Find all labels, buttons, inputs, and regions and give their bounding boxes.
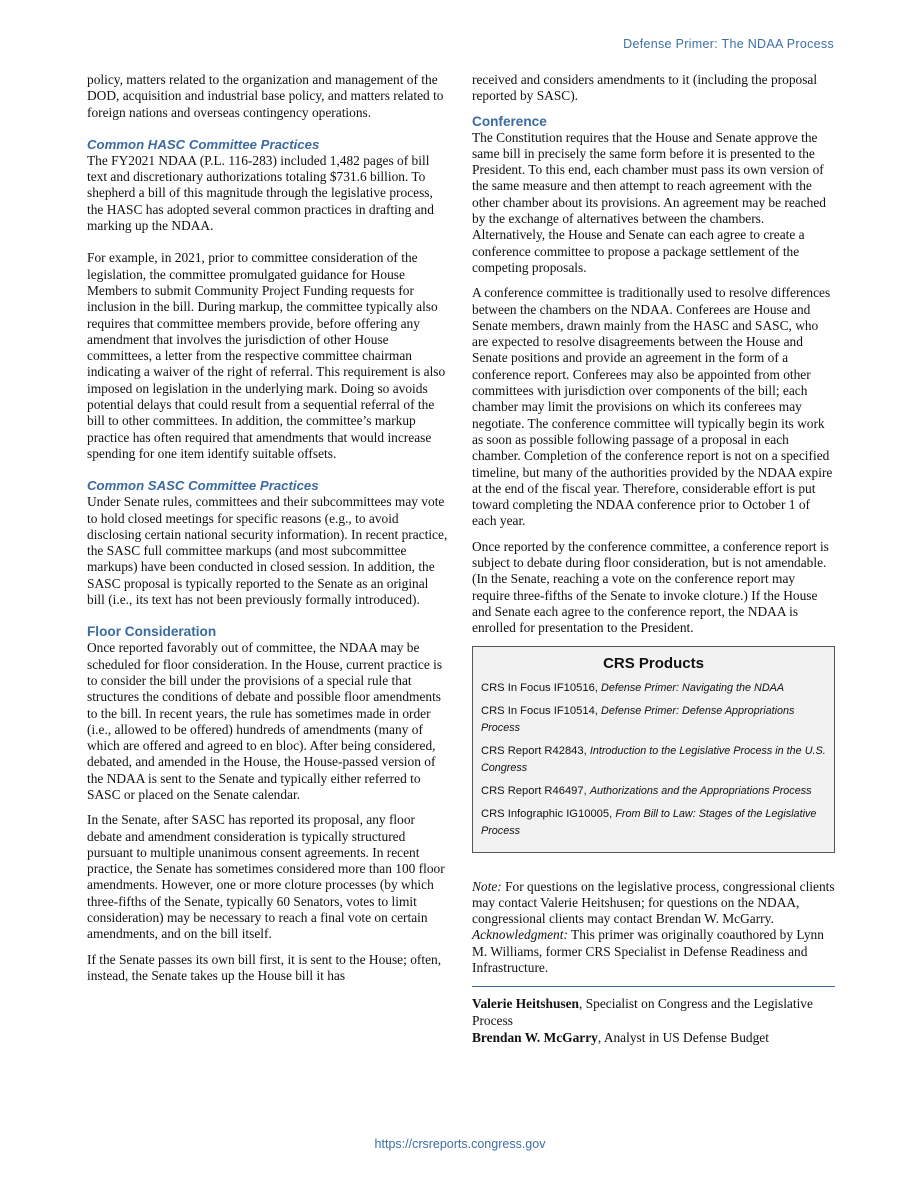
crs-product-id: CRS Report R42843, [481, 744, 590, 757]
crs-product-title: From Bill to Law: Stages of the Legislative Process [481, 807, 817, 837]
sasc-paragraph-1: Under Senate rules, committees and their subcommittees may vote to hold closed meetings for specific reasons (e.g., to avoid disclosing certain national security information). In recent practice, the SASC full committee markups (and most subcommittee markups) have been conducted in closed session. In addition, the SASC proposal is typically reported to the Senate as an original bill (i.e., its text has not been previously formally introduced). [87, 494, 448, 608]
crs-product-id: CRS In Focus IF10514, [481, 704, 602, 717]
left-column [87, 72, 449, 993]
author-role: , Analyst in US Defense Budget [597, 1030, 769, 1046]
floor-heading: Floor Consideration [87, 624, 217, 640]
crs-product-item[interactable] [481, 680, 826, 697]
crs-product-id: CRS Report R46497, [481, 784, 590, 797]
crs-products-title: CRS Products [603, 654, 704, 672]
crs-product-item[interactable] [481, 703, 826, 737]
crs-products-box [472, 646, 835, 853]
note-text: For questions on the legislative process, congressional clients may contact Valerie Heitshusen; for questions on the NDAA, congressional clients may contact Brendan W. McGarry. [472, 878, 835, 927]
note-paragraph [472, 879, 835, 977]
crs-product-item[interactable] [481, 806, 826, 840]
crs-product-id: CRS Infographic IG10005, [481, 807, 616, 820]
hasc-heading: Common HASC Committee Practices [87, 136, 320, 152]
conference-paragraph-3: Once reported by the conference committee, a conference report is subject to debate during floor consideration, but is not amendable. (In the Senate, reaching a vote on the conference report may require three-fifths of the Senate to invoke cloture.) If the House and Senate each agree to the conference report, the NDAA is enrolled for presentation to the President. [472, 538, 829, 636]
note-label: Note: [472, 878, 502, 894]
crs-product-title: Introduction to the Legislative Process in the U.S. Congress [481, 744, 826, 774]
acknowledgment-label: Acknowledgment: [472, 927, 568, 943]
right-column [472, 72, 835, 1046]
author-name: Brendan W. McGarry [472, 1030, 598, 1046]
crs-product-item[interactable] [481, 743, 826, 777]
crs-product-title: Defense Primer: Navigating the NDAA [601, 681, 785, 694]
crs-product-id: CRS In Focus IF10516, [481, 681, 602, 694]
crs-product-item[interactable] [481, 783, 826, 800]
floor-paragraph-3: If the Senate passes its own bill first, it is sent to the House; often, instead, the Senate takes up the House bill it has [87, 951, 442, 983]
hasc-paragraph-2: For example, in 2021, prior to committee consideration of the legislation, the committee promulgated guidance for House Members to submit Community Project Funding requests for inclusion in the bill. During markup, the committee typically also requires that committee members provide, before offering any amendment that involves the jurisdiction of other House committees, a letter from the respective committee chairman indicating a waiver of the right of referral. This requirement is also imposed on legislation in the underlying mark. Doing so avoids potential delays that could result from a sequential referral of the bill to other committees. In addition, the committee’s markup practice has often required that amendments that would increase spending for one item identify suitable offsets. [87, 250, 446, 461]
conference-paragraph-1: The Constitution requires that the House and Senate approve the same bill in precisely the same form before it is presented to the President. To this end, each chamber must pass its own version of the same measure and then attempt to reach agreement with the other chamber about its provisions. An agreement may be reached by the exchange of alternatives between the chambers. Alternatively, the House and Senate can each agree to create a conference committee to propose a package settlement of the competing proposals. [472, 129, 826, 275]
footer-url-link[interactable]: https://crsreports.congress.gov [374, 1137, 546, 1151]
floor-paragraph-1: Once reported favorably out of committee, the NDAA may be scheduled for floor consideration. In the House, current practice is to consider the bill under the provisions of a special rule that structures the conditions of debate and possible floor amendments to the bill. In recent years, the rule has sometimes made in order (i.e., allowed to be offered) hundreds of amendments (many of which are offered and agreed to en bloc). After being considered, debated, and amended in the House, the House-passed version of the NDAA is sent to the Senate and typically either referred to SASC or placed on the Senate calendar. [87, 640, 443, 802]
floor-paragraph-2: In the Senate, after SASC has reported its proposal, any floor debate and amendment consideration is typically structured pursuant to multiple unanimous consent agreements. In recent practice, the Senate has sometimes considered more than 100 floor amendments. However, one or more cloture processes (by which three-fifths of the Senate, typically 60 Senators, votes to limit consideration) may be necessary to reach a final vote on certain amendments, and on the bill itself. [87, 812, 445, 942]
crs-product-title: Defense Primer: Defense Appropriations Process [481, 704, 795, 734]
continued-paragraph: received and considers amendments to it (including the proposal reported by SASC). [472, 72, 818, 104]
author-name: Valerie Heitshusen [472, 996, 580, 1012]
hasc-paragraph-1: The FY2021 NDAA (P.L. 116-283) included 1,482 pages of bill text and discretionary authorizations totaling $731.6 billion. To shepherd a bill of this magnitude through the legislative process, the HASC has adopted several common practices in drafting and marking up the NDAA. [87, 152, 434, 234]
acknowledgment-text: This primer was originally coauthored by Lynn M. Williams, former CRS Specialist in Defense Readiness and Infrastructure. [472, 927, 824, 975]
sasc-heading: Common SASC Committee Practices [87, 478, 319, 494]
conference-paragraph-2: A conference committee is traditionally used to resolve differences between the chambers on the NDAA. Conferees are House and Senate members, drawn mainly from the HASC and SASC, who are expected to resolve disagreements between the House and Senate positions and provide an agreement in the form of a conference report. Conferees may also be appointed from other committees with jurisdiction over components of the bill; each chamber may limit the provisions on which its conferees may negotiate. The conference committee will typically begin its work as soon as possible following passage of a proposal in each chamber. Completion of the conference report is not on a specified timeline, but many of the authorities provided by the NDAA expire at the end of the fiscal year. Therefore, considerable effort is put toward completing the NDAA conference prior to October 1 of each year. [472, 285, 833, 529]
author-role: , Specialist on Congress and the Legislative Process [472, 996, 813, 1029]
intro-paragraph: policy, matters related to the organization and management of the DOD, acquisition and industrial base policy, and matters related to foreign nations and overseas contingency operations. [87, 72, 444, 120]
author-divider [472, 986, 835, 987]
running-header: Defense Primer: The NDAA Process [623, 37, 834, 51]
author-entry [472, 1029, 835, 1046]
author-entry [472, 995, 835, 1029]
conference-heading: Conference [472, 113, 547, 129]
crs-product-title: Authorizations and the Appropriations Process [589, 784, 812, 797]
